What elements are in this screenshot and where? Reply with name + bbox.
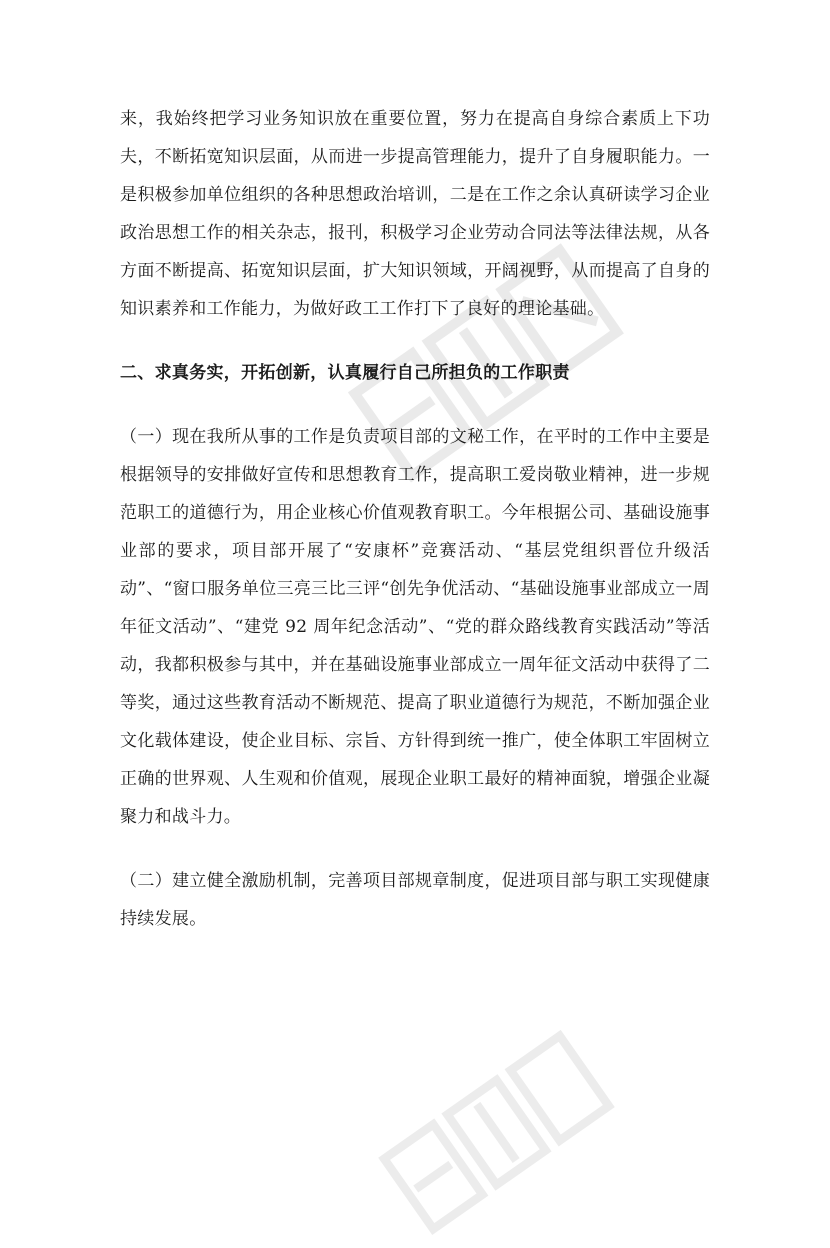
body-paragraph: （二）建立健全激励机制，完善项目部规章制度，促进项目部与职工实现健康持续发展。: [120, 871, 710, 929]
document-body: [120, 100, 710, 964]
section-heading: 二、求真务实，开拓创新，认真履行自己所担负的工作职责: [120, 363, 570, 383]
body-paragraph: （一）现在我所从事的工作是负责项目部的文秘工作，在平时的工作中主要是根据领导的安排做好宣传和思想教育工作，提高职工爱岗敬业精神，进一步规范职工的道德行为，用企业核心价值观教育职工。今年根据公司、基础设施事业部的要求，项目部开展了“安康杯”竞赛活动、“基层党组织晋位升级活动”、“窗口服务单位三亮三比三评“创先争优活动、“基础设施事业部成立一周年征文活动”、“建党 92 周年纪念活动”、“党的群众路线教育实践活动”等活动，我都积极参与其中，并在基础设施事业部成立一周年征文活动中获得了二等奖，通过这些教育活动不断规范、提高了职业道德行为规范，不断加强企业文化载体建设，使企业目标、宗旨、方针得到统一推广，使全体职工牢固树立正确的世界观、人生观和价值观，展现企业职工最好的精神面貌，增强企业凝聚力和战斗力。: [120, 427, 710, 827]
watermark-icon: [367, 1012, 632, 1248]
body-paragraph: 来，我始终把学习业务知识放在重要位置，努力在提高自身综合素质上下功夫，不断拓宽知识层面，从而进一步提高管理能力，提升了自身履职能力。一是积极参加单位组织的各种思想政治培训，二是在工作之余认真研读学习企业政治思想工作的相关杂志，报刊，积极学习企业劳动合同法等法律法规，从各方面不断提高、拓宽知识层面，扩大知识领域，开阔视野，从而提高了自身的知识素养和工作能力，为做好政工工作打下了良好的理论基础。: [120, 109, 710, 319]
